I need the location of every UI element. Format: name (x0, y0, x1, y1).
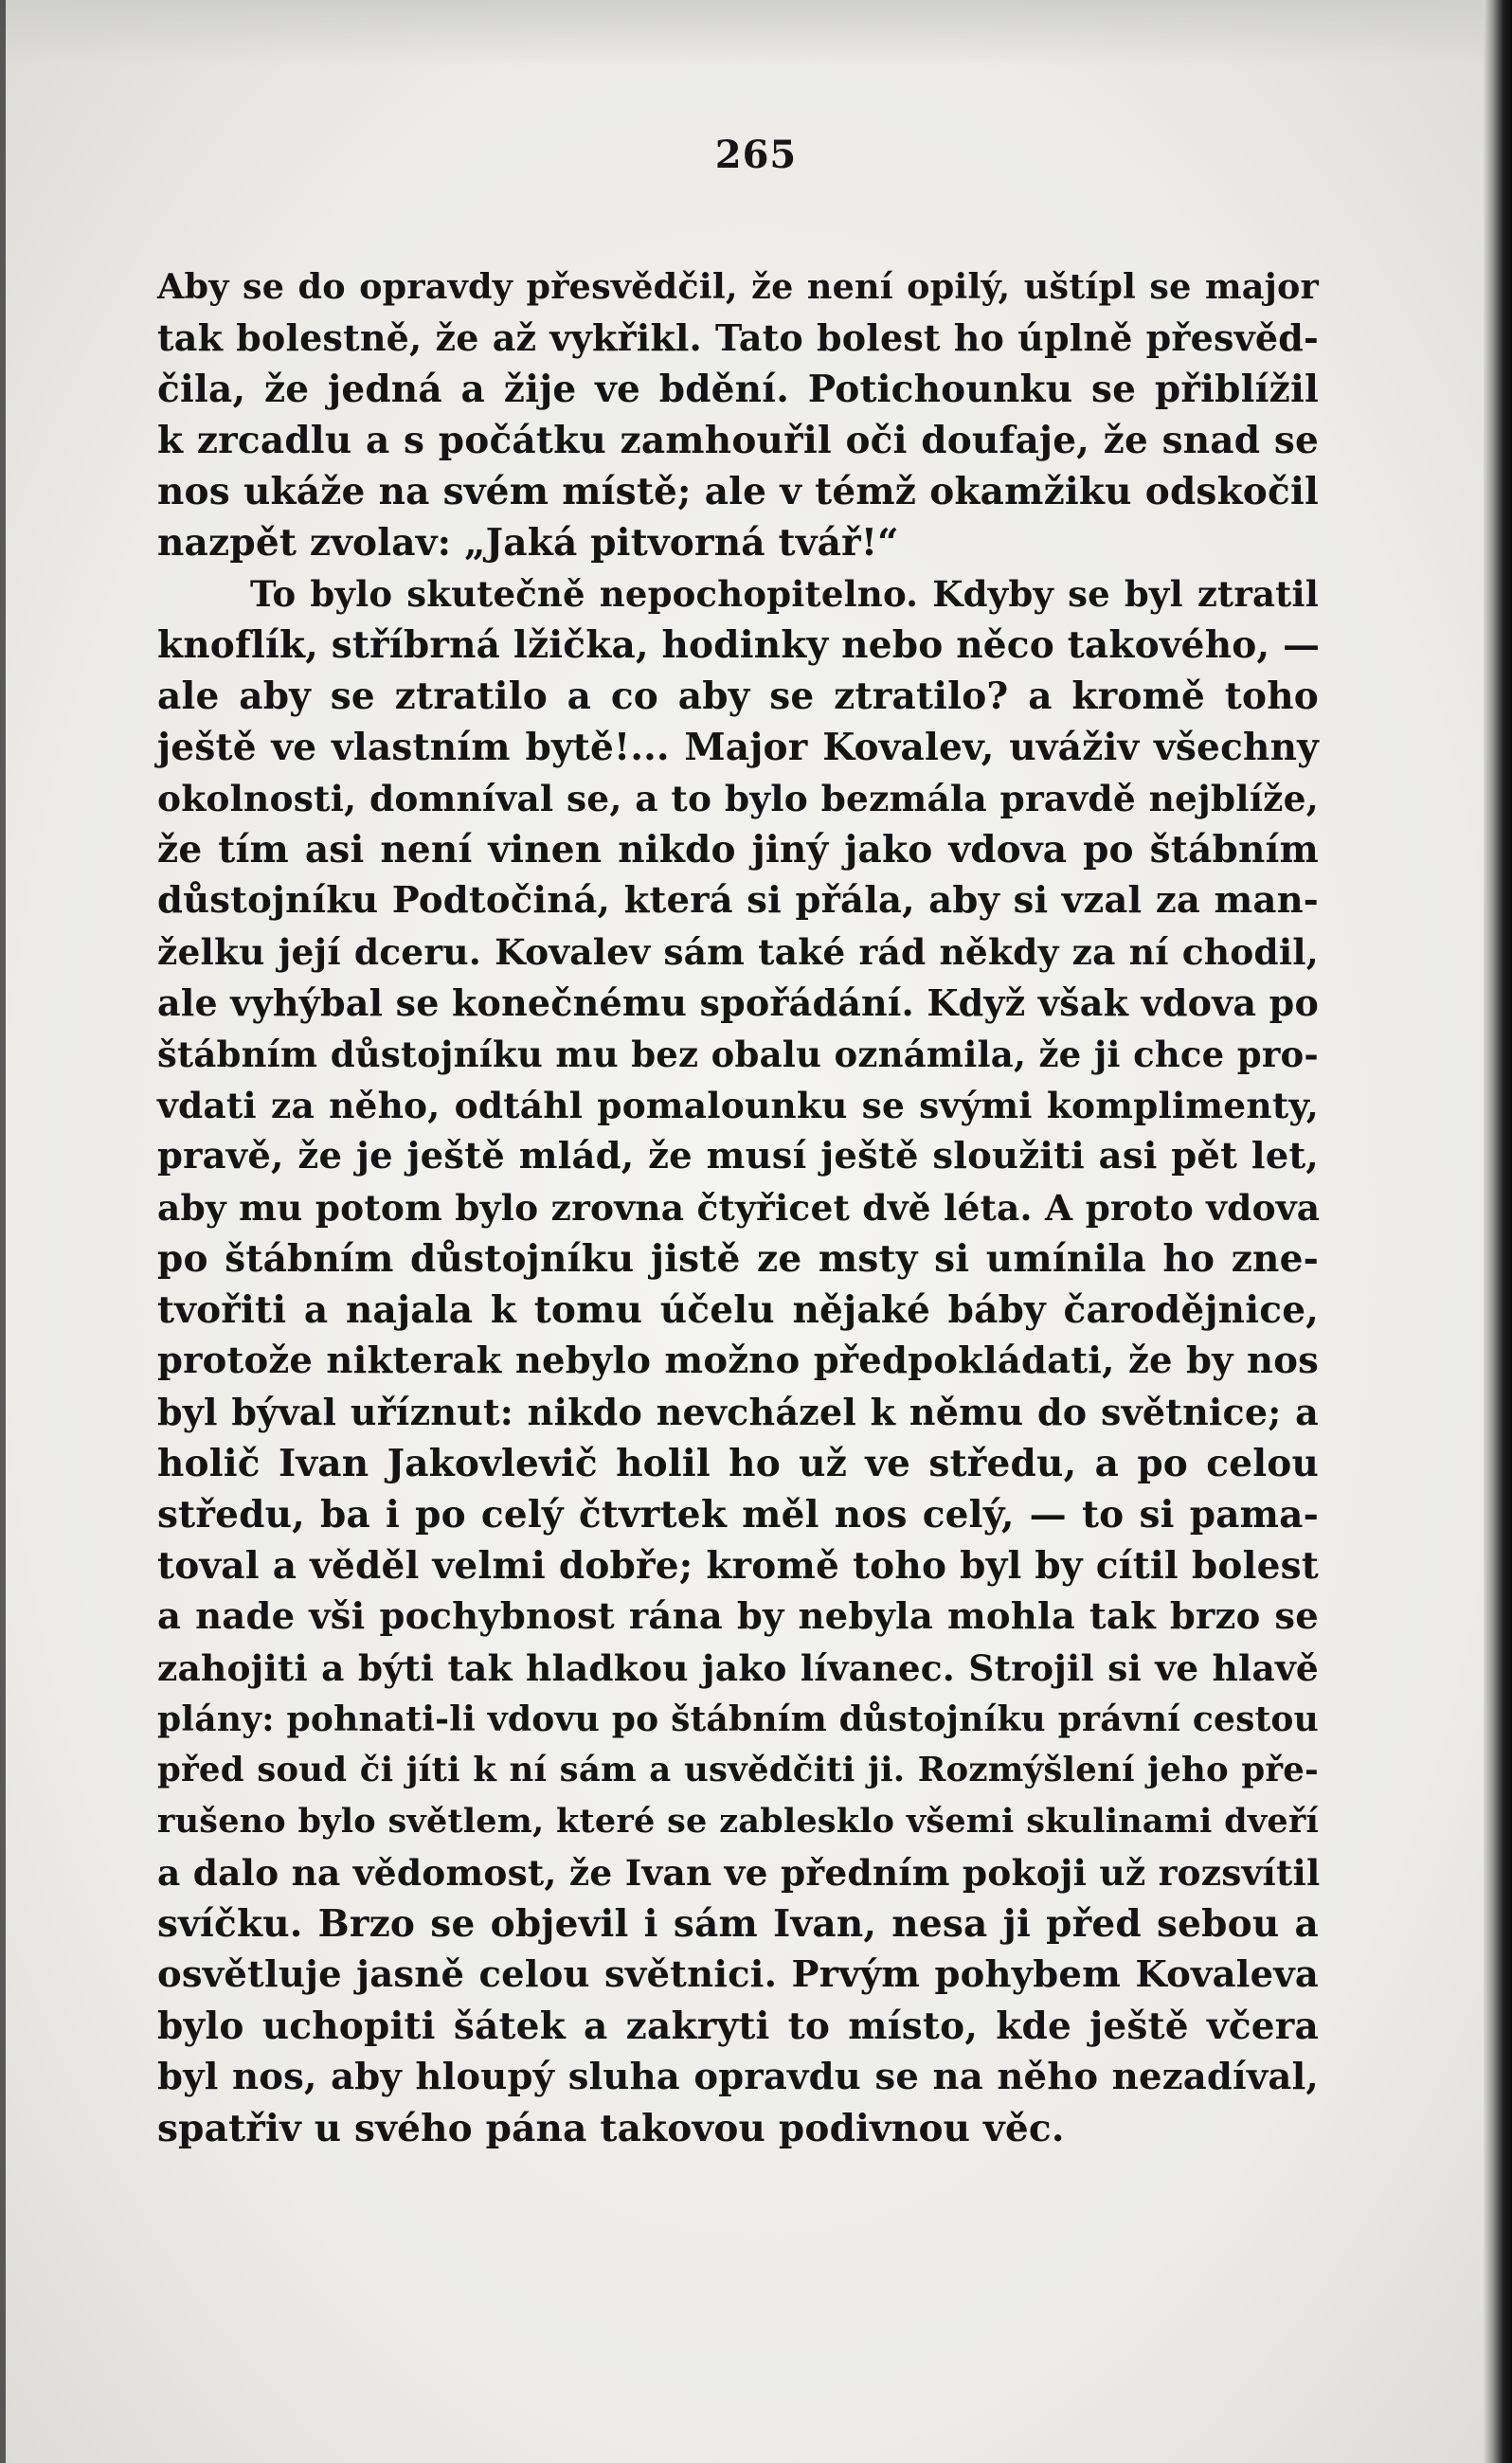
text-line: rušeno bylo světlem, které se zablesklo všemi skulinami dveří (157, 1802, 1319, 1841)
text-line: tvořiti a najala k tomu účelu nějaké báby čarodějnice, (157, 1288, 1319, 1332)
text-line: nos ukáže na svém místě; ale v témž okamžiku odskočil (157, 470, 1319, 513)
text-line: čila, že jedná a žije ve bdění. Potichounku se přiblížil (157, 368, 1319, 411)
text-line: důstojníku Podtočiná, která si přála, aby si vzal za man- (157, 879, 1319, 922)
page-right-edge (1484, 0, 1512, 2463)
text-line: okolnosti, domníval se, a to bylo bezmála pravdě nejblíže, (157, 778, 1319, 819)
text-line: ale vyhýbal se konečnému spořádání. Když však vdova po (157, 981, 1319, 1024)
text-line: pravě, že je ještě mlád, že musí ještě sloužiti asi pět let, (157, 1135, 1319, 1178)
text-line: spatřiv u svého pána takovou podivnou věc. (157, 2107, 1065, 2150)
text-line: holič Ivan Jakovlevič holil ho už ve středu, a po celou (157, 1442, 1319, 1485)
paragraph-start-line: To bylo skutečně nepochopitelno. Kdyby se byl ztratil (250, 573, 1319, 615)
text-line: zahojiti a býti tak hladkou jako lívanec. Strojil si ve hlavě (157, 1647, 1319, 1689)
text-line: středu, ba i po celý čtvrtek měl nos celý, — to si pama- (157, 1493, 1319, 1537)
text-line: toval a věděl velmi dobře; kromě toho byl by cítil bolest (157, 1544, 1319, 1588)
text-line: bylo uchopiti šátek a zakryti to místo, kde ještě včera (157, 2005, 1319, 2048)
text-line: knoflík, stříbrná lžička, hodinky nebo něco takového, — (157, 623, 1321, 667)
text-line: a nade vši pochybnost rána by nebyla mohla tak brzo se (157, 1595, 1319, 1638)
text-line: protože nikterak nebylo možno předpokládati, že by nos (157, 1339, 1319, 1382)
text-line: po štábním důstojníku jistě ze msty si umínila ho zne- (157, 1237, 1319, 1281)
text-line: svíčku. Brzo se objevil i sám Ivan, nesa ji před sebou a (157, 1902, 1319, 1946)
text-line: želku její dceru. Kovalev sám také rád někdy za ní chodil, (157, 931, 1319, 973)
text-line: před soud či jíti k ní sám a usvědčiti ji. Rozmýšlení jeho pře- (157, 1751, 1319, 1789)
text-line: aby mu potom bylo zrovna čtyřicet dvě léta. A proto vdova (157, 1187, 1321, 1229)
text-line: osvětluje jasně celou světnici. Prvým pohybem Kovaleva (157, 1953, 1319, 1996)
text-line: ještě ve vlastním bytě!... Major Kovalev, uváživ všechny (157, 726, 1319, 769)
text-line: že tím asi není vinen nikdo jiný jako vdova po štábním (157, 828, 1319, 872)
page-number: 265 (714, 133, 798, 177)
page-top-shadow (0, 0, 1512, 66)
text-line: a dalo na vědomost, že Ivan ve předním pokoji už rozsvítil (157, 1852, 1321, 1894)
text-line: k zrcadlu a s počátku zamhouřil oči doufaje, že snad se (157, 419, 1319, 462)
text-line: štábním důstojníku mu bez obalu oznámila, že ji chce pro- (157, 1034, 1319, 1075)
text-line: Aby se do opravdy přesvědčil, že není opilý, uštípl se major (157, 266, 1319, 307)
text-line: byl býval uříznut: nikdo nevcházel k němu do světnice; a (157, 1391, 1319, 1433)
text-line: plány: pohnati-li vdovu po štábním důstojníku právní cestou (157, 1699, 1319, 1739)
text-line: ale aby se ztratilo a co aby se ztratilo? a kromě toho (157, 674, 1319, 718)
page-left-edge (0, 0, 6, 2463)
text-line: byl nos, aby hloupý sluha opravdu se na něho nezadíval, (157, 2056, 1319, 2098)
text-line: vdati za něho, odtáhl pomalounku se svými komplimenty, (157, 1085, 1319, 1126)
body-text (157, 261, 1319, 2154)
text-line: tak bolestně, že až vykřikl. Tato bolest ho úplně přesvěd- (157, 316, 1319, 359)
text-line: nazpět zvolav: „Jaká pitvorná tvář!“ (157, 521, 899, 565)
